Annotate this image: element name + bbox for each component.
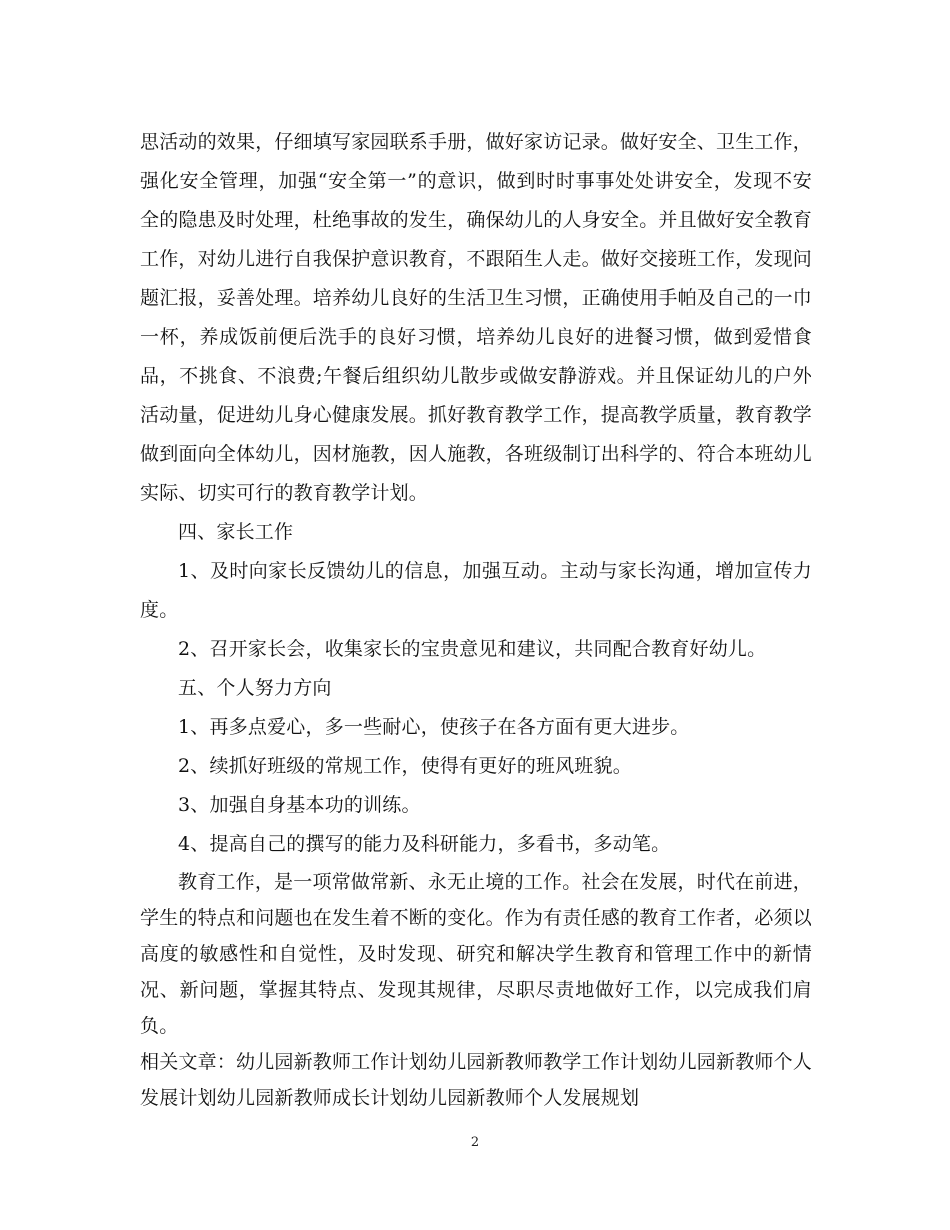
paragraph-safety-and-hygiene: 思活动的效果，仔细填写家园联系手册，做好家访记录。做好安全、卫生工作，强化安全管理，加强“安全第一”的意识，做到时时事事处处讲安全，发现不安全的隐患及时处理，杜绝事故的发生，确保幼儿的人身安全。并且做好安全教育工作，对幼儿进行自我保护意识教育，不跟陌生人走。做好交接班工作，发现问题汇报，妥善处理。培养幼儿良好的生活卫生习惯，正确使用手帕及自己的一巾一杯，养成饭前便后洗手的良好习惯，培养幼儿良好的进餐习惯，做到爱惜食品，不挑食、不浪费;午餐后组织幼儿散步或做安静游戏。并且保证幼儿的户外活动量，促进幼儿身心健康发展。抓好教育教学工作，提高教学质量，教育教学做到面向全体幼儿，因材施教，因人施教，各班级制订出科学的、符合本班幼儿实际、切实可行的教育教学计划。 [140,131,813,504]
heading-personal-direction: 五、个人努力方向 [178,677,332,699]
list-item-parent-meeting: 2、召开家长会，收集家长的宝贵意见和建议，共同配合教育好幼儿。 [178,638,767,660]
related-articles: 相关文章：幼儿园新教师工作计划幼儿园新教师教学工作计划幼儿园新教师个人发展计划幼儿园新教师成长计划幼儿园新教师个人发展规划 [140,1051,813,1109]
page-number: 2 [470,1135,480,1150]
list-item-basic-skills: 3、加强自身基本功的训练。 [178,794,421,816]
list-item-parent-feedback: 1、及时向家长反馈幼儿的信息，加强互动。主动与家长沟通，增加宣传力度。 [140,560,812,621]
list-item-patience: 1、再多点爱心，多一些耐心，使孩子在各方面有更大进步。 [178,716,690,738]
document-body [140,123,812,1116]
paragraph-conclusion: 教育工作，是一项常做常新、永无止境的工作。社会在发展，时代在前进，学生的特点和问题也在发生着不断的变化。作为有责任感的教育工作者，必须以高度的敏感性和自觉性，及时发现、研究和解决学生教育和管理工作中的新情况、新问题，掌握其特点、发现其规律，尽职尽责地做好工作，以完成我们肩负。 [140,871,813,1037]
list-item-class-routine: 2、续抓好班级的常规工作，使得有更好的班风班貌。 [178,755,632,777]
list-item-writing-research: 4、提高自己的撰写的能力及科研能力，多看书，多动笔。 [178,833,671,855]
heading-parent-work: 四、家长工作 [178,521,294,543]
